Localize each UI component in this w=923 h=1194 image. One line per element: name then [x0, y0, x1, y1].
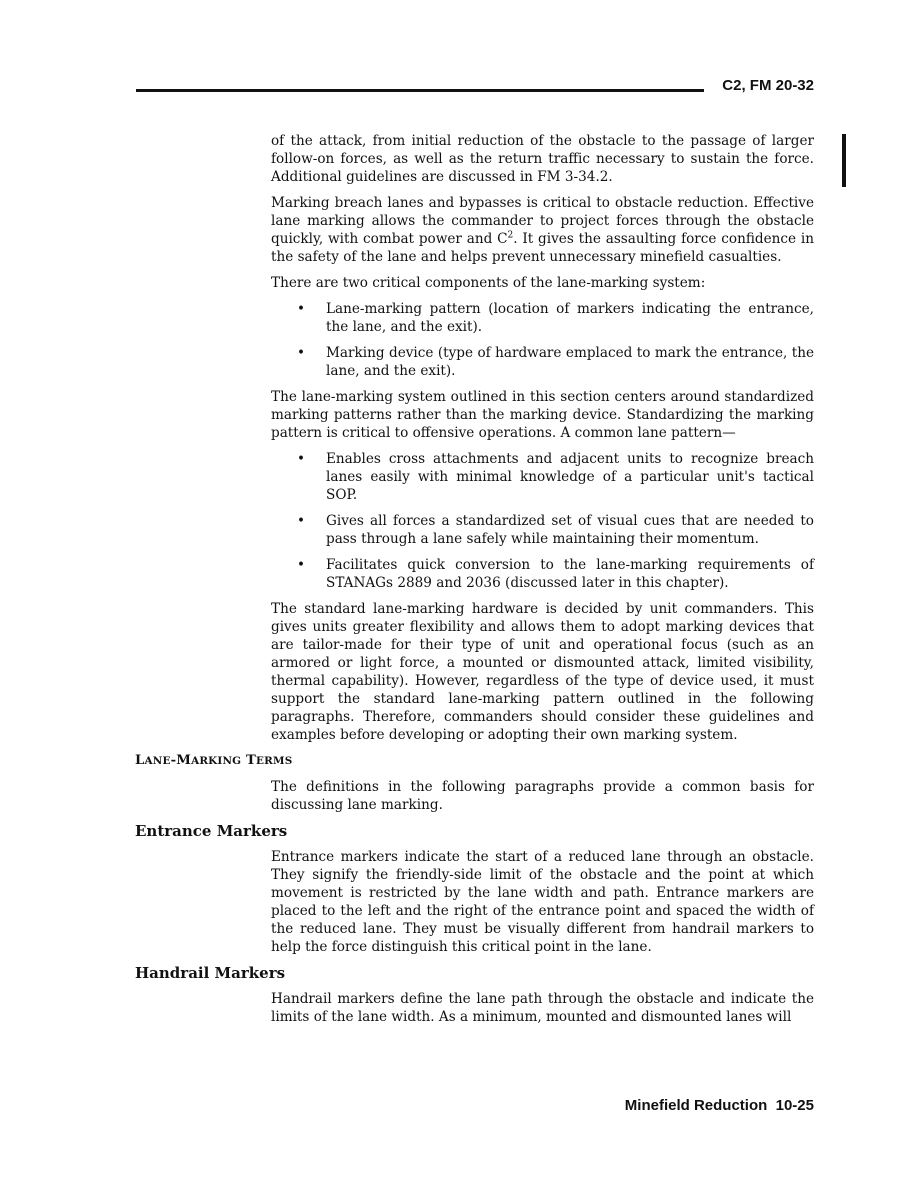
heading-part: -M: [170, 753, 192, 768]
list-item: [271, 344, 814, 380]
chapter-title: Minefield Reduction: [624, 1097, 768, 1114]
list-item: [271, 300, 814, 336]
text-run: Marking breach lanes and bypasses is critical to obstacle reduction. Effective lane marking allows the commander to project forces through the obstacle quickly, with combat power and C: [271, 195, 814, 247]
paragraph: The definitions in the following paragraphs provide a common basis for discussing lane marking.: [271, 779, 814, 813]
heading-part: ERMS: [256, 755, 293, 767]
header-rule: [136, 89, 704, 92]
bullet-icon: •: [297, 345, 306, 361]
section-heading-handrail-markers: Handrail Markers: [135, 964, 286, 982]
paragraph: There are two critical components of the lane-marking system:: [271, 275, 706, 291]
heading-part: T: [241, 753, 257, 768]
paragraph: The lane-marking system outlined in this section centers around standardized marking patterns rather than the marking device. Standardizing the marking pattern is critical to offensive operations. A common lane pattern—: [271, 389, 814, 441]
page-body: [135, 132, 814, 1034]
page-footer: [560, 1097, 814, 1114]
superscript: 2: [507, 230, 514, 241]
list-item: [271, 556, 814, 592]
document-id: C2, FM 20-32: [722, 77, 814, 94]
paragraph: Handrail markers define the lane path through the obstacle and indicate the limits of the lane width. As a minimum, mounted and dismounted lanes will: [271, 991, 814, 1025]
heading-part: ARKING: [191, 755, 242, 767]
list-item-text: Gives all forces a standardized set of visual cues that are needed to pass through a lane safely while maintaining their momentum.: [326, 513, 814, 547]
heading-part: ANE: [144, 755, 171, 767]
bullet-list: [271, 300, 814, 380]
list-item-text: Marking device (type of hardware emplaced to mark the entrance, the lane, and the exit).: [326, 345, 814, 379]
list-item-text: Lane-marking pattern (location of markers indicating the entrance, the lane, and the exit).: [326, 301, 814, 335]
list-item: [271, 450, 814, 504]
list-item-text: Enables cross attachments and adjacent units to recognize breach lanes easily with minimal knowledge of a particular unit's tactical SOP.: [326, 451, 814, 503]
paragraph: The standard lane-marking hardware is decided by unit commanders. This gives units greater flexibility and allows them to adopt marking devices that are tailor-made for their type of unit and operational focus (such as an armored or light force, a mounted or dismounted attack, limited visibility, thermal capability). However, regardless of the type of device used, it must support the standard lane-marking pattern outlined in the following paragraphs. Therefore, commanders should consider these guidelines and examples before developing or adopting their own marking system.: [271, 601, 814, 743]
list-item-text: Facilitates quick conversion to the lane-marking requirements of STANAGs 2889 and 2036 (discussed later in this chapter).: [326, 557, 814, 591]
bullet-icon: •: [297, 301, 306, 317]
paragraph: Entrance markers indicate the start of a reduced lane through an obstacle. They signify the friendly-side limit of the obstacle and the point at which movement is restricted by the lane width and path. Entrance markers are placed to the left and the right of the entrance point and spaced the width of the reduced lane. They must be visually different from handrail markers to help the force distinguish this critical point in the lane.: [271, 849, 814, 955]
paragraph: of the attack, from initial reduction of the obstacle to the passage of larger follow-on forces, as well as the return traffic necessary to sustain the force. Additional guidelines are discussed in FM 3-34.2.: [271, 133, 814, 185]
heading-part: L: [135, 753, 145, 768]
bullet-icon: •: [297, 451, 306, 467]
bullet-list: [271, 450, 814, 592]
list-item: [271, 512, 814, 548]
change-bar: [842, 134, 846, 187]
bullet-icon: •: [297, 513, 306, 529]
bullet-icon: •: [297, 557, 306, 573]
paragraph: [271, 194, 814, 266]
section-heading-lane-marking-terms: [135, 752, 814, 770]
section-heading-entrance-markers: Entrance Markers: [135, 822, 288, 840]
page-number: 10-25: [775, 1097, 814, 1114]
text-run: . It gives the assaulting force confidence in the safety of the lane and helps prevent unnecessary minefield casualties.: [271, 231, 814, 265]
